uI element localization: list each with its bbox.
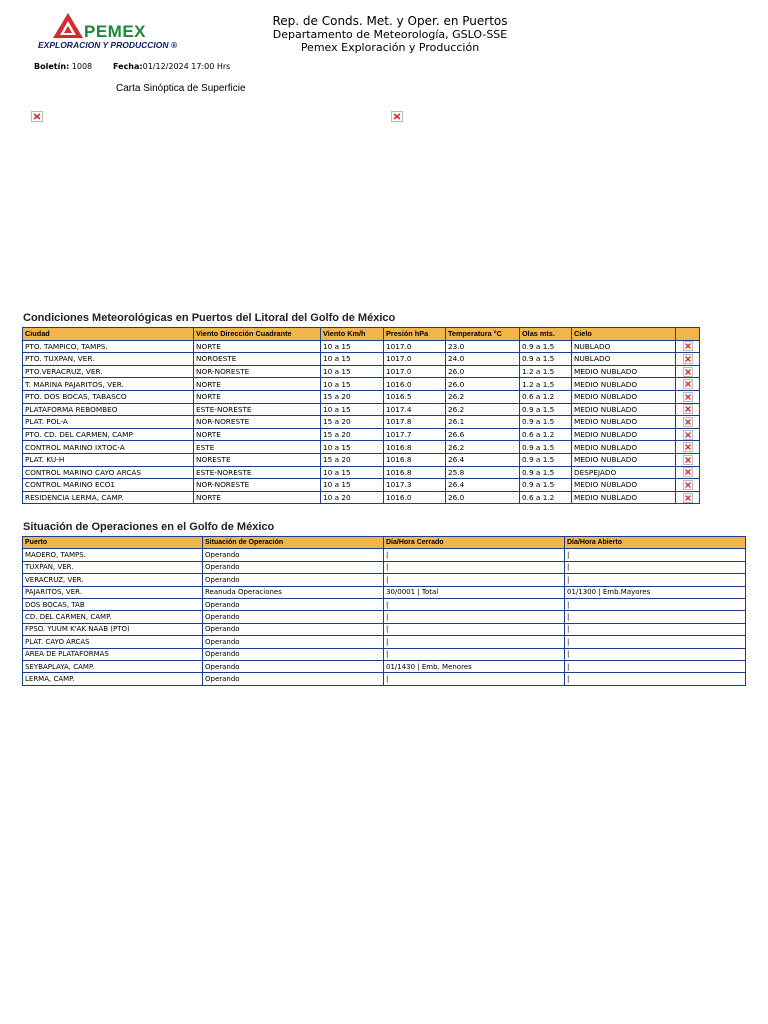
table-cell: 1017.4 [384, 403, 446, 416]
table-row [23, 353, 700, 366]
column-header-icon [676, 328, 700, 341]
table-cell: LERMA, CAMP. [23, 673, 203, 685]
table-cell: 1017.8 [384, 416, 446, 429]
table-cell: AREA DE PLATAFORMAS [23, 648, 203, 660]
table-row [23, 378, 700, 391]
broken-image-icon [683, 354, 693, 364]
table-cell: MEDIO NUBLADO [572, 416, 676, 429]
table-cell: 10 a 15 [321, 441, 384, 454]
table-cell: 0.9 a 1.5 [520, 416, 572, 429]
table-cell: | [384, 623, 565, 635]
broken-image-icon [391, 111, 403, 122]
table-cell: Reanuda Operaciones [203, 586, 384, 598]
column-header: Presión hPa [384, 328, 446, 341]
carta-title: Carta Sinóptica de Superficie [116, 83, 246, 94]
table-cell: 0.6 a 1.2 [520, 428, 572, 441]
table-cell: | [384, 574, 565, 586]
table-cell: 10 a 15 [321, 403, 384, 416]
table-cell: NORTE [194, 428, 321, 441]
table-cell: Operando [203, 636, 384, 648]
table-cell: CONTROL MARINO CAYO ARCAS [23, 466, 194, 479]
table-cell: NUBLADO [572, 353, 676, 366]
boletin [34, 62, 92, 71]
conditions-table [22, 327, 700, 504]
fecha [113, 62, 230, 71]
table-cell: 1016.8 [384, 441, 446, 454]
table-cell: 24.0 [446, 353, 520, 366]
table-cell: 15 a 20 [321, 428, 384, 441]
table-cell: PTO. TUXPAN, VER. [23, 353, 194, 366]
table-cell: 10 a 15 [321, 353, 384, 366]
column-header: Olas mts. [520, 328, 572, 341]
sky-icon-cell [676, 479, 700, 492]
table-row [23, 598, 746, 610]
table-cell: Operando [203, 648, 384, 660]
table-cell: ESTE-NORESTE [194, 403, 321, 416]
table-cell: MEDIO NUBLADO [572, 453, 676, 466]
table-cell: ESTE-NORESTE [194, 466, 321, 479]
broken-image-icon [683, 341, 693, 351]
table-row [23, 586, 746, 598]
table-cell: 15 a 20 [321, 390, 384, 403]
table-cell: 1016.0 [384, 491, 446, 504]
table-row [23, 416, 700, 429]
table-cell: | [565, 561, 746, 573]
table-cell: FPSO. YUUM K'AK NAAB (PTO) [23, 623, 203, 635]
pemex-flame-icon [50, 12, 86, 42]
table-cell: PLAT. KU-H [23, 453, 194, 466]
column-header: Cielo [572, 328, 676, 341]
table-row [23, 673, 746, 685]
table-cell: 26.1 [446, 416, 520, 429]
table-cell: 0.9 a 1.5 [520, 479, 572, 492]
table-cell: NUBLADO [572, 340, 676, 353]
table-cell: 23.0 [446, 340, 520, 353]
broken-image-icon [683, 417, 693, 427]
sky-icon-cell [676, 340, 700, 353]
table-cell: 10 a 15 [321, 466, 384, 479]
table-cell: 10 a 15 [321, 378, 384, 391]
table-cell: PTO. DOS BOCAS, TABASCO [23, 390, 194, 403]
table-cell: PLAT. POL-A [23, 416, 194, 429]
table-cell: MEDIO NUBLADO [572, 365, 676, 378]
table-row [23, 428, 700, 441]
table-cell: PAJARITOS, VER. [23, 586, 203, 598]
table-row [23, 340, 700, 353]
table-cell: 1017.0 [384, 353, 446, 366]
table-cell: | [565, 623, 746, 635]
broken-image-icon [683, 455, 693, 465]
table-cell: ESTE [194, 441, 321, 454]
table-cell: NORESTE [194, 453, 321, 466]
table-row [23, 636, 746, 648]
sky-icon-cell [676, 416, 700, 429]
table-cell: Operando [203, 611, 384, 623]
table-row [23, 574, 746, 586]
table-cell: 30/0001 | Total [384, 586, 565, 598]
table-cell: T. MARINA PAJARITOS, VER. [23, 378, 194, 391]
table-cell: MEDIO NUBLADO [572, 491, 676, 504]
broken-image-icon [683, 442, 693, 452]
table-cell: PLATAFORMA REBOMBEO [23, 403, 194, 416]
table-cell: MEDIO NUBLADO [572, 378, 676, 391]
sky-icon-cell [676, 466, 700, 479]
sky-icon-cell [676, 378, 700, 391]
fecha-label: Fecha: [113, 62, 143, 71]
table-cell: 1017.0 [384, 340, 446, 353]
table-cell: Operando [203, 660, 384, 672]
report-title: Rep. de Conds. Met. y Oper. en Puertos [272, 14, 508, 28]
table-cell: CD. DEL CARMEN, CAMP. [23, 611, 203, 623]
table-row [23, 390, 700, 403]
conditions-title: Condiciones Meteorológicas en Puertos del Litoral del Golfo de México [23, 312, 396, 324]
table-cell: NORTE [194, 378, 321, 391]
column-header: Día/Hora Abierto [565, 537, 746, 549]
broken-image-icon [683, 467, 693, 477]
table-cell: MEDIO NUBLADO [572, 441, 676, 454]
table-cell: 1016.5 [384, 390, 446, 403]
table-row [23, 611, 746, 623]
table-cell: MEDIO NUBLADO [572, 428, 676, 441]
table-cell: 0.9 a 1.5 [520, 353, 572, 366]
operations-header-row [23, 537, 746, 549]
table-cell: 01/1300 | Emb.Mayores [565, 586, 746, 598]
sky-icon-cell [676, 491, 700, 504]
conditions-header-row [23, 328, 700, 341]
fecha-value: 01/12/2024 17:00 Hrs [142, 62, 231, 71]
table-row [23, 365, 700, 378]
table-cell: NORTE [194, 390, 321, 403]
pemex-logo [36, 12, 186, 52]
broken-image-icon [683, 404, 693, 414]
table-cell: 01/1430 | Emb. Menores [384, 660, 565, 672]
organization-name: Pemex Exploración y Producción [300, 41, 480, 54]
department-name: Departamento de Meteorología, GSLO-SSE [272, 28, 508, 41]
table-cell: NOR-NORESTE [194, 479, 321, 492]
table-cell: NORTE [194, 340, 321, 353]
table-cell: 0.9 a 1.5 [520, 403, 572, 416]
table-row [23, 660, 746, 672]
table-row [23, 648, 746, 660]
logo-wordmark: PEMEX [84, 22, 147, 41]
table-row [23, 479, 700, 492]
table-cell: 0.6 a 1.2 [520, 390, 572, 403]
table-cell: PTO.VERACRUZ, VER. [23, 365, 194, 378]
table-cell: DOS BOCAS, TAB [23, 598, 203, 610]
broken-image-icon [683, 430, 693, 440]
broken-image-icon [683, 379, 693, 389]
sky-icon-cell [676, 353, 700, 366]
table-cell: NOR-NORESTE [194, 365, 321, 378]
table-cell: 26.4 [446, 453, 520, 466]
table-cell: | [565, 673, 746, 685]
table-cell: 26.2 [446, 403, 520, 416]
column-header: Puerto [23, 537, 203, 549]
table-row [23, 466, 700, 479]
table-cell: 1016.0 [384, 378, 446, 391]
table-cell: | [565, 636, 746, 648]
table-row [23, 491, 700, 504]
table-cell: 15 a 20 [321, 416, 384, 429]
table-cell: RESIDENCIA LERMA, CAMP. [23, 491, 194, 504]
broken-image-icon [683, 480, 693, 490]
table-cell: | [384, 611, 565, 623]
sky-icon-cell [676, 441, 700, 454]
table-cell: 26.0 [446, 491, 520, 504]
table-cell: 1017.3 [384, 479, 446, 492]
table-cell: 10 a 15 [321, 479, 384, 492]
table-cell: 1.2 a 1.5 [520, 365, 572, 378]
table-cell: 10 a 15 [321, 340, 384, 353]
column-header: Situación de Operación [203, 537, 384, 549]
column-header: Viento Km/h [321, 328, 384, 341]
table-cell: TUXPAN, VER. [23, 561, 203, 573]
table-cell: Operando [203, 561, 384, 573]
table-cell: MEDIO NUBLADO [572, 479, 676, 492]
table-cell: PTO. CD. DEL CARMEN, CAMP [23, 428, 194, 441]
table-cell: 0.9 a 1.5 [520, 466, 572, 479]
table-cell: DESPEJADO [572, 466, 676, 479]
table-cell: NOR-NORESTE [194, 416, 321, 429]
table-cell: 26.2 [446, 390, 520, 403]
table-cell: | [565, 549, 746, 561]
table-cell: Operando [203, 623, 384, 635]
table-cell: 26.0 [446, 378, 520, 391]
sky-icon-cell [676, 428, 700, 441]
sky-icon-cell [676, 390, 700, 403]
table-cell: | [384, 673, 565, 685]
sky-icon-cell [676, 453, 700, 466]
logo-subtitle: EXPLORACION Y PRODUCCION ® [38, 40, 178, 50]
column-header: Viento Dirección Cuadrante [194, 328, 321, 341]
table-cell: PLAT. CAYO ARCAS [23, 636, 203, 648]
table-cell: | [384, 648, 565, 660]
column-header: Ciudad [23, 328, 194, 341]
column-header: Temperatura °C [446, 328, 520, 341]
broken-image-icon [683, 493, 693, 503]
boletin-value: 1008 [71, 62, 93, 71]
table-cell: NOROESTE [194, 353, 321, 366]
table-cell: VERACRUZ, VER. [23, 574, 203, 586]
table-cell: Operando [203, 574, 384, 586]
column-header: Día/Hora Cerrado [384, 537, 565, 549]
broken-image-icon [683, 367, 693, 377]
table-cell: 0.9 a 1.5 [520, 441, 572, 454]
table-cell: 1017.7 [384, 428, 446, 441]
operations-title: Situación de Operaciones en el Golfo de México [23, 521, 275, 533]
table-cell: 1016.8 [384, 466, 446, 479]
sky-icon-cell [676, 403, 700, 416]
table-cell: 0.9 a 1.5 [520, 340, 572, 353]
table-cell: MEDIO NUBLADO [572, 390, 676, 403]
table-cell: NORTE [194, 491, 321, 504]
table-cell: | [565, 574, 746, 586]
table-row [23, 623, 746, 635]
boletin-label: Boletín: [34, 62, 70, 71]
table-cell: PTO. TAMPICO, TAMPS. [23, 340, 194, 353]
table-cell: 0.9 a 1.5 [520, 453, 572, 466]
table-cell: CONTROL MARINO ECO1 [23, 479, 194, 492]
table-cell: | [565, 648, 746, 660]
table-cell: 26.0 [446, 365, 520, 378]
table-cell: 15 a 20 [321, 453, 384, 466]
table-row [23, 441, 700, 454]
table-cell: | [384, 549, 565, 561]
table-cell: Operando [203, 598, 384, 610]
table-cell: MADERO, TAMPS. [23, 549, 203, 561]
table-cell: CONTROL MARINO IXTOC-A [23, 441, 194, 454]
table-cell: | [384, 561, 565, 573]
table-row [23, 453, 700, 466]
table-cell: | [565, 611, 746, 623]
table-cell: | [565, 660, 746, 672]
table-row [23, 403, 700, 416]
table-cell: 0.6 a 1.2 [520, 491, 572, 504]
table-cell: SEYBAPLAYA, CAMP. [23, 660, 203, 672]
table-cell: 26.2 [446, 441, 520, 454]
table-cell: MEDIO NUBLADO [572, 403, 676, 416]
operations-table [22, 536, 746, 686]
table-cell: 25.8 [446, 466, 520, 479]
table-cell: 26.4 [446, 479, 520, 492]
sky-icon-cell [676, 365, 700, 378]
table-cell: | [565, 598, 746, 610]
table-row [23, 561, 746, 573]
table-cell: Operando [203, 673, 384, 685]
broken-image-icon [683, 392, 693, 402]
broken-image-icon [31, 111, 43, 122]
table-cell: 26.6 [446, 428, 520, 441]
table-cell: 10 a 20 [321, 491, 384, 504]
table-cell: 10 a 15 [321, 365, 384, 378]
table-cell: | [384, 598, 565, 610]
table-cell: 1.2 a 1.5 [520, 378, 572, 391]
table-cell: | [384, 636, 565, 648]
table-cell: Operando [203, 549, 384, 561]
table-cell: 1016.8 [384, 453, 446, 466]
table-cell: 1017.0 [384, 365, 446, 378]
table-row [23, 549, 746, 561]
